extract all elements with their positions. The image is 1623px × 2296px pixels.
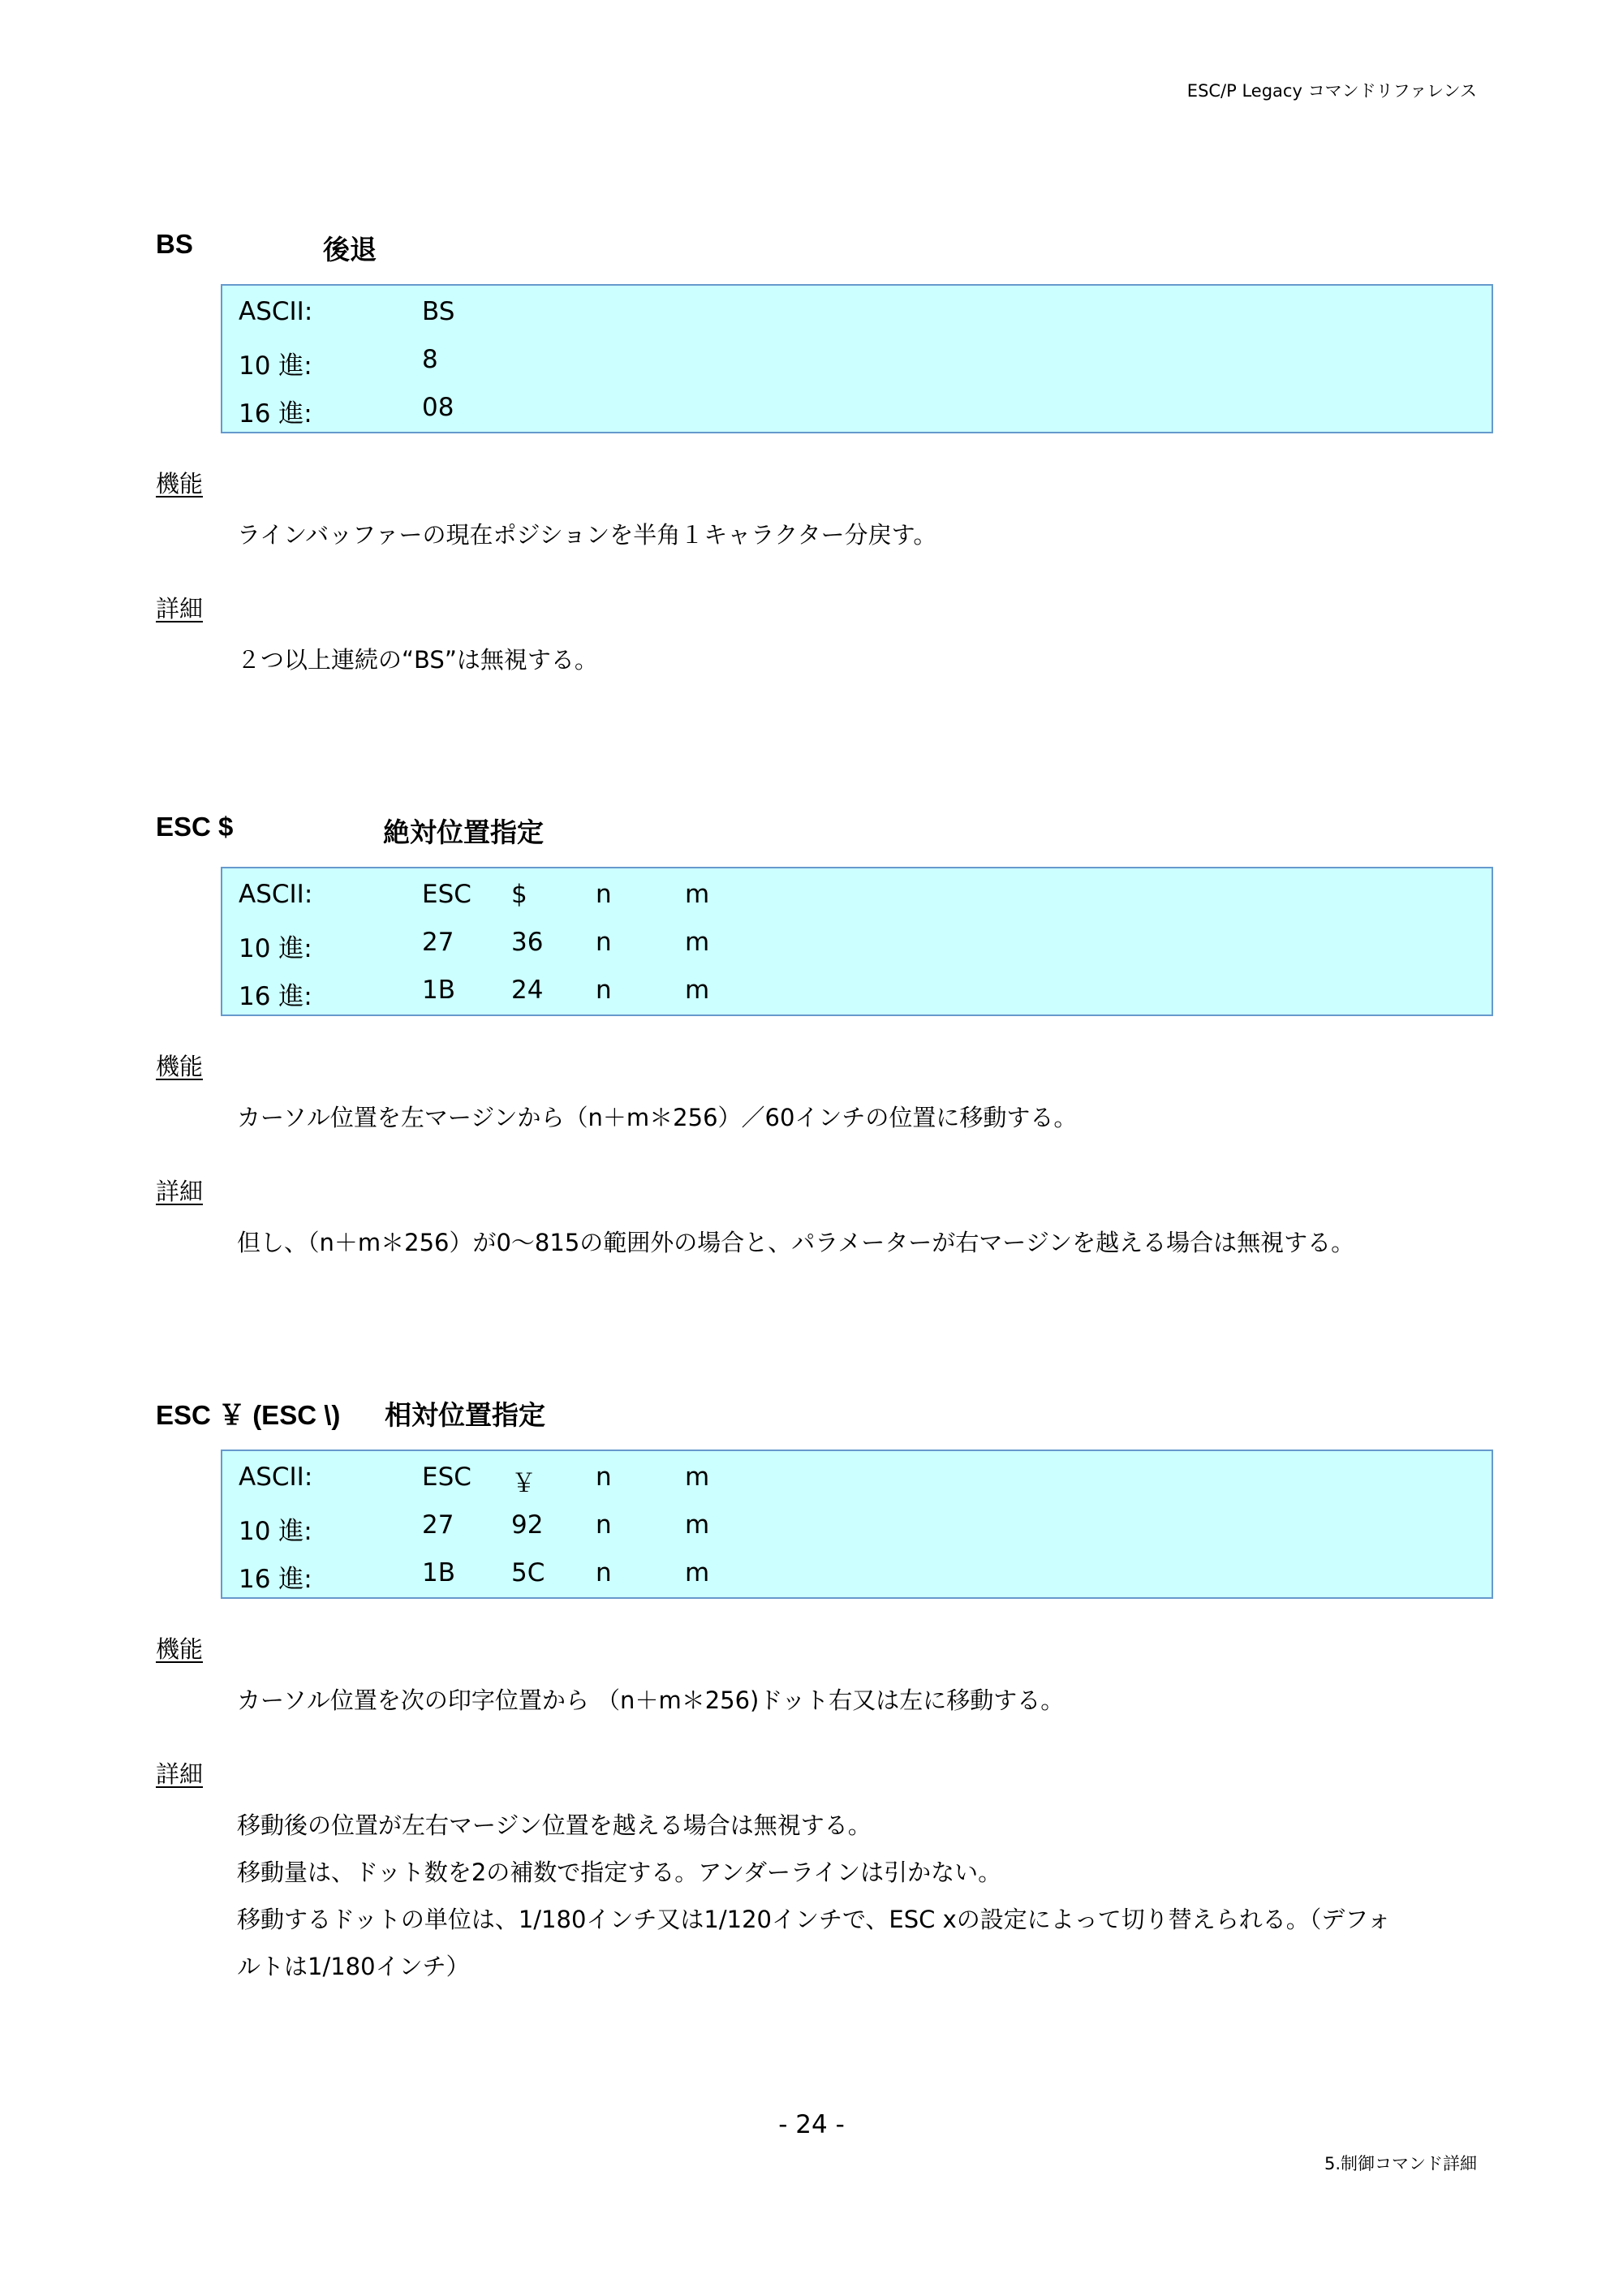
code-table	[221, 867, 1493, 1016]
code-cell: 27	[422, 1510, 454, 1540]
detail-text	[237, 1219, 1503, 1266]
code-cell: ASCII:	[239, 1462, 313, 1492]
code-cell: n	[596, 1558, 612, 1587]
function-heading: 機能	[156, 470, 204, 498]
detail-line: 移動後の位置が左右マージン位置を越える場合は無視する。	[237, 1811, 872, 1839]
code-cell: m	[685, 976, 710, 1005]
page-header: ESC/P Legacy コマンドリファレンス	[1186, 81, 1477, 101]
function-text: ラインバッファーの現在ポジションを半角１キャラクター分戻す。	[237, 521, 937, 549]
code-cell: 5C	[511, 1558, 545, 1587]
code-cell: 16 進:	[239, 982, 312, 1011]
code-cell: 1B	[422, 976, 455, 1005]
code-cell: m	[685, 880, 710, 909]
command-title	[156, 1394, 1495, 1432]
code-cell: ￥	[511, 1469, 536, 1498]
code-cell: 92	[511, 1510, 544, 1540]
code-cell: 08	[422, 393, 454, 422]
detail-line: 移動量は、ドット数を2の補数で指定する。アンダーラインは引かない。	[237, 1859, 1002, 1886]
code-cell: ASCII:	[239, 297, 313, 326]
code-cell: 1B	[422, 1558, 455, 1587]
code-cell: 36	[511, 928, 544, 957]
detail-text	[237, 636, 1503, 683]
code-cell: n	[596, 1462, 612, 1492]
code-cell: m	[685, 1462, 710, 1492]
code-cell: 24	[511, 976, 544, 1005]
page-footer: 5.制御コマンド詳細	[1324, 2154, 1477, 2173]
detail-line: 移動するドットの単位は、1/180インチ又は1/120インチで、ESC xの設定によって切り替えられる。（デフォ	[237, 1906, 1391, 1933]
code-cell: m	[685, 928, 710, 957]
command-title	[156, 229, 1495, 266]
code-table	[221, 1450, 1493, 1599]
detail-line: ルトは1/180インチ）	[237, 1953, 470, 1980]
section-esc-dollar	[156, 812, 1495, 1266]
code-cell: 10 進:	[239, 1517, 312, 1546]
code-cell: 10 進:	[239, 351, 312, 381]
code-cell: n	[596, 928, 612, 957]
code-cell: ESC	[422, 1462, 471, 1492]
code-cell: ESC	[422, 880, 471, 909]
function-text: カーソル位置を次の印字位置から （n＋m＊256)ドット右又は左に移動する。	[237, 1686, 1065, 1714]
code-cell: n	[596, 976, 612, 1005]
code-cell: $	[511, 880, 527, 909]
code-cell: m	[685, 1558, 710, 1587]
command-title	[156, 812, 1495, 849]
code-cell: m	[685, 1510, 710, 1540]
code-cell: ASCII:	[239, 880, 313, 909]
command-code: ESC $	[156, 812, 234, 842]
detail-text	[237, 1802, 1503, 1990]
code-cell: n	[596, 1510, 612, 1540]
section-bs	[156, 229, 1495, 683]
section-esc-yen	[156, 1394, 1495, 1990]
code-cell: BS	[422, 297, 455, 326]
detail-heading: 詳細	[156, 595, 204, 622]
code-cell: 16 進:	[239, 399, 312, 429]
code-table	[221, 284, 1493, 433]
code-cell: 16 進:	[239, 1565, 312, 1594]
code-cell: 10 進:	[239, 934, 312, 963]
detail-line: 但し、（n＋m＊256）が0～815の範囲外の場合と、パラメーターが右マージンを越える場合は無視する。	[237, 1229, 1355, 1256]
function-heading: 機能	[156, 1635, 204, 1663]
code-cell: n	[596, 880, 612, 909]
detail-heading: 詳細	[156, 1178, 204, 1205]
function-heading: 機能	[156, 1053, 204, 1080]
page-number: - 24 -	[778, 2110, 845, 2139]
detail-line: ２つ以上連続の“BS”は無視する。	[237, 646, 598, 674]
detail-heading: 詳細	[156, 1760, 204, 1788]
command-name: 相対位置指定	[385, 1400, 545, 1430]
code-cell: 27	[422, 928, 454, 957]
code-cell: 8	[422, 345, 438, 374]
command-code: BS	[156, 229, 193, 259]
command-code: ESC ￥ (ESC \)	[156, 1400, 341, 1430]
function-text: カーソル位置を左マージンから（n＋m＊256）／60インチの位置に移動する。	[237, 1104, 1078, 1131]
command-name: 絶対位置指定	[383, 817, 544, 847]
command-name: 後退	[323, 235, 377, 265]
